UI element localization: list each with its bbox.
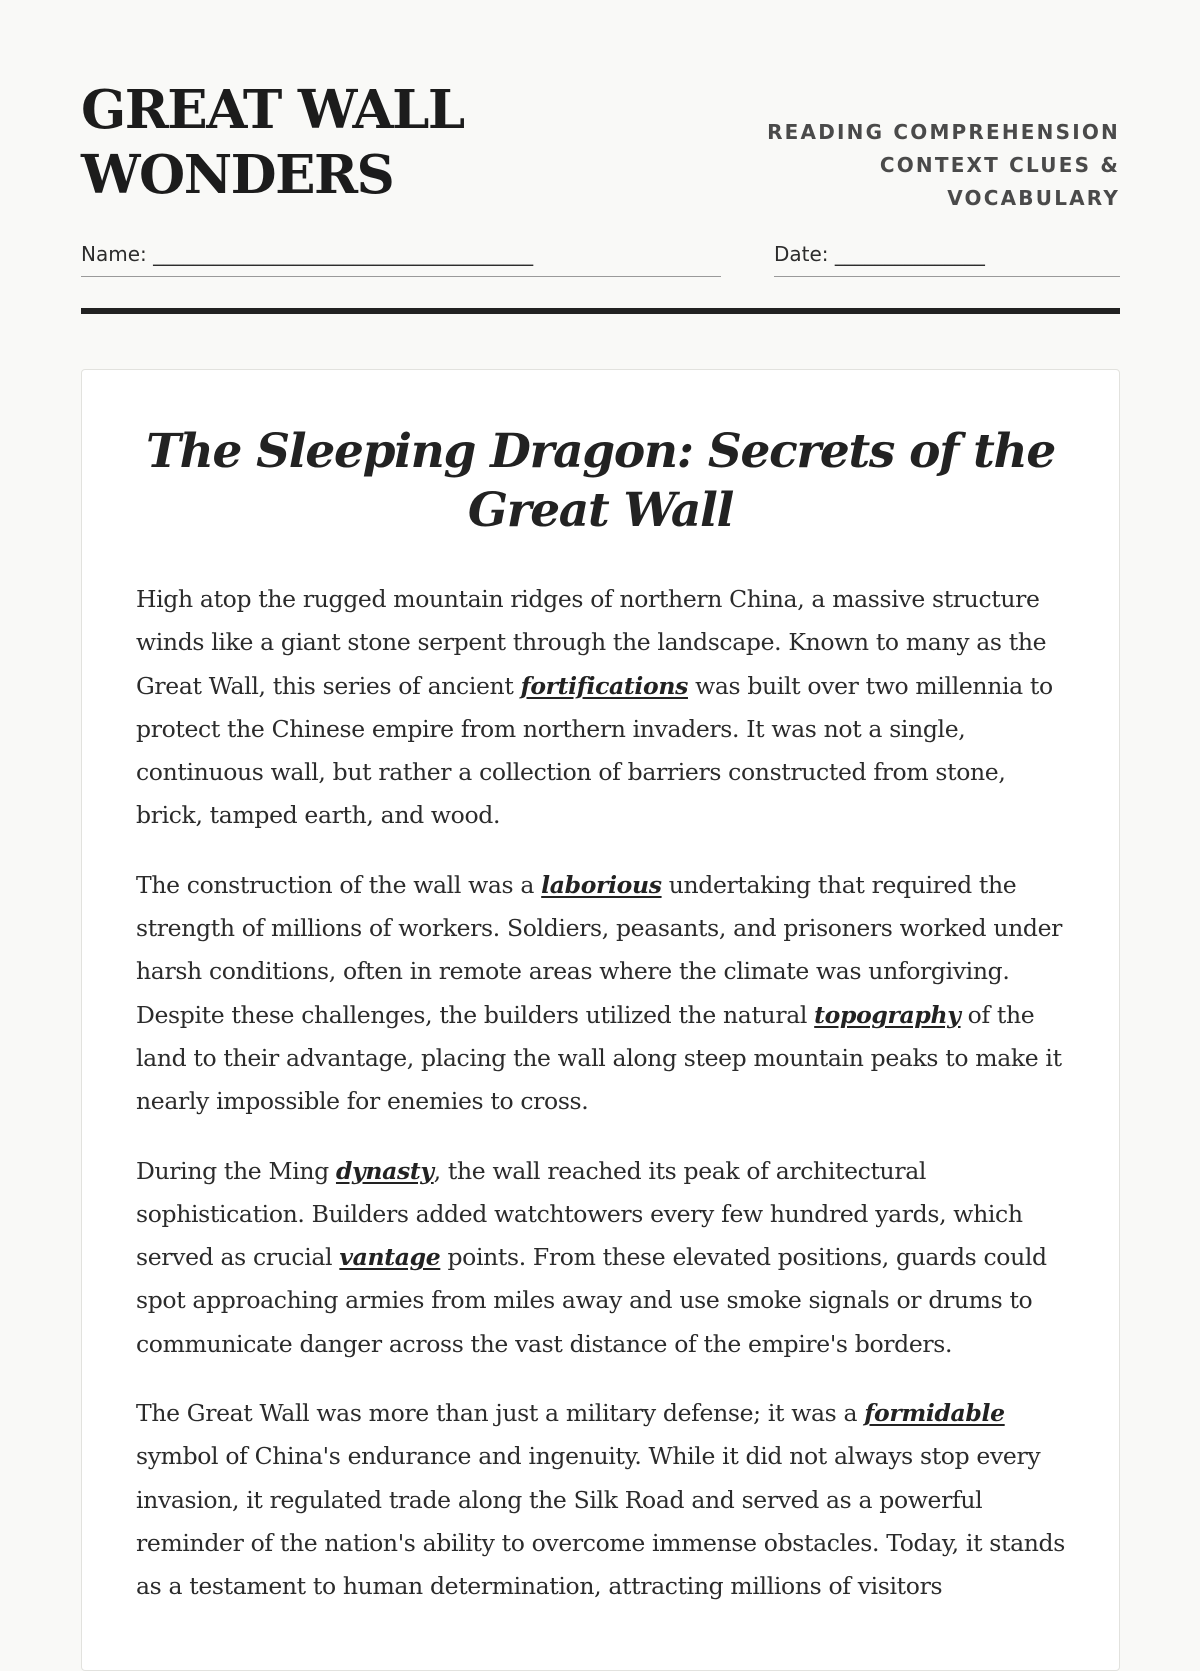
worksheet-subtitle <box>680 116 1120 215</box>
paragraph-2 <box>136 864 1065 1124</box>
paragraph-2-text-c: of the land to their advantage, placing the wall along steep mountain peaks to make it nearly impossible for enemies to cross. <box>136 1000 1062 1116</box>
paragraph-3-text-a: During the Ming <box>136 1156 336 1185</box>
paragraph-4 <box>136 1392 1065 1608</box>
paragraph-3-text-c: points. From these elevated positions, guards could spot approaching armies from miles away and use smoke signals or drums to communicate danger across the vast distance of the empire's borders. <box>136 1243 1047 1358</box>
worksheet-header <box>81 78 1120 320</box>
worksheet-title-line1: GREAT WALL <box>81 79 464 141</box>
paragraph-3 <box>136 1150 1065 1366</box>
paragraph-1 <box>136 578 1065 838</box>
date-field[interactable]: Date: _______________ <box>774 242 1120 277</box>
vocab-word-formidable: formidable <box>864 1399 1005 1428</box>
vocab-word-dynasty: dynasty <box>335 1156 434 1185</box>
worksheet-title-line2: WONDERS <box>81 144 394 206</box>
paragraph-3-text-b: , the wall reached its peak of architectural sophistication. Builders added watchtowers every few hundred yards, which served as crucial <box>136 1156 1023 1272</box>
paragraph-1-text-a: High atop the rugged mountain ridges of northern China, a massive structure winds like a giant stone serpent through the landscape. Known to many as the Great Wall, this series of ancient <box>136 585 1047 700</box>
paragraph-4-text-b: symbol of China's endurance and ingenuity. While it did not always stop every invasion, it regulated trade along the Silk Road and served as a powerful reminder of the nation's ability to overcome immense obstacles. Today, it stands as a testament to human determination, attracting millions of visitors <box>136 1442 1065 1601</box>
subtitle-line2: CONTEXT CLUES & <box>879 153 1120 177</box>
paragraph-1-text-b: was built over two millennia to protect the Chinese empire from northern invaders. It was not a single, continuous wall, but rather a collection of barriers constructed from stone, brick, tamped earth, and wood. <box>136 671 1053 830</box>
article-card <box>81 369 1120 1671</box>
subtitle-line1: READING COMPREHENSION <box>767 120 1120 144</box>
vocab-word-laborious: laborious <box>541 870 662 899</box>
paragraph-2-text-a: The construction of the wall was a <box>136 870 542 899</box>
paragraph-2-text-b: undertaking that required the strength of millions of workers. Soldiers, peasants, and prisoners worked under harsh conditions, often in remote areas where the climate was unforgiving. Despite these challenges, the builders utilized the natural <box>136 870 1063 1029</box>
header-divider <box>81 308 1120 314</box>
subtitle-line3: VOCABULARY <box>947 186 1120 210</box>
article-title: The Sleeping Dragon: Secrets of the Great Wall <box>145 424 1056 538</box>
article-body <box>136 578 1065 1609</box>
vocab-word-topography: topography <box>814 1000 961 1029</box>
paragraph-4-text-a: The Great Wall was more than just a military defense; it was a <box>136 1399 865 1428</box>
worksheet-title <box>81 78 464 208</box>
vocab-word-fortifications: fortifications <box>520 671 688 700</box>
name-field[interactable]: Name: ______________________________________ <box>81 242 721 277</box>
vocab-word-vantage: vantage <box>339 1243 441 1272</box>
